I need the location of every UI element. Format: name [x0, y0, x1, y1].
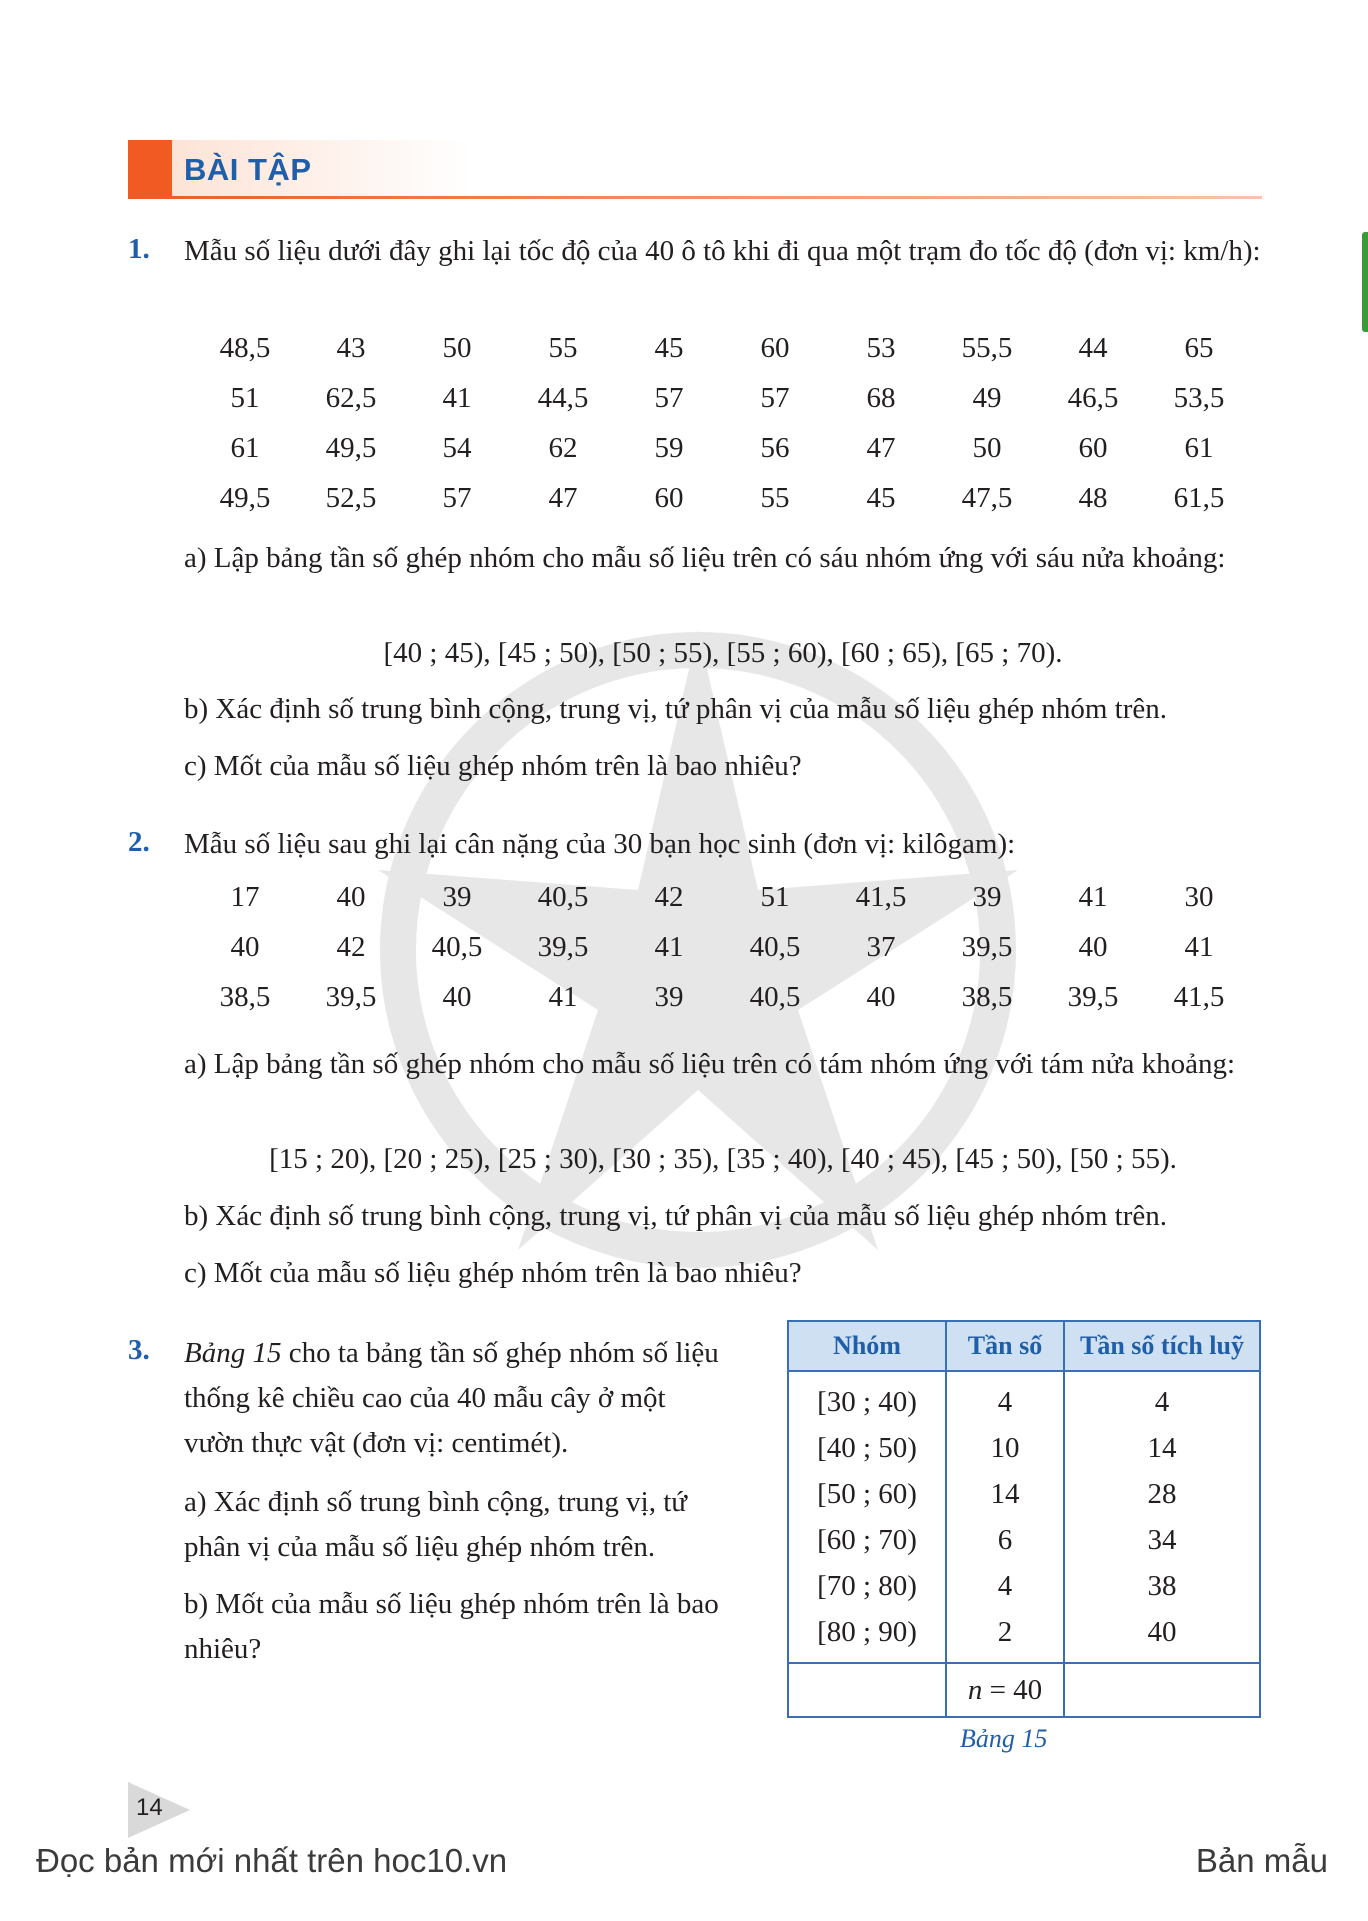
data-value: 61 [1184, 431, 1214, 464]
data-row [192, 323, 1252, 373]
table-cell-cumulative: 14 [1064, 1425, 1260, 1471]
data-value: 30 [1184, 880, 1214, 913]
footer-source-link[interactable]: Đọc bản mới nhất trên hoc10.vn [36, 1842, 508, 1879]
table-cell-cumulative: 34 [1064, 1517, 1260, 1563]
exercise-3-number: 3. [128, 1334, 150, 1366]
exercise-1-intervals: [40 ; 45), [45 ; 50), [50 ; 55), [55 ; 60), [60 ; 65), [65 ; 70). [383, 637, 1063, 669]
table-header-frequency: Tần số [946, 1321, 1064, 1371]
data-value: 56 [760, 431, 790, 464]
exercise-1-part-b: b) Xác định số trung bình cộng, trung vị, tứ phân vị của mẫu số liệu ghép nhóm trên. [184, 693, 1168, 725]
header-rule [128, 196, 1262, 199]
data-value: 44 [1078, 331, 1108, 364]
data-value: 55 [548, 331, 578, 364]
data-row [192, 473, 1252, 523]
data-row [192, 972, 1252, 1022]
table-row [788, 1425, 1260, 1471]
page-number-marker [128, 1782, 188, 1838]
table-cell-group: [70 ; 80) [788, 1563, 946, 1609]
data-value: 41,5 [855, 880, 907, 913]
table-cell-group: [30 ; 40) [788, 1371, 946, 1425]
section-header [128, 140, 1262, 200]
table-cell-group: [50 ; 60) [788, 1471, 946, 1517]
data-value: 52,5 [325, 481, 377, 514]
table-cell-group: [80 ; 90) [788, 1609, 946, 1663]
table-cell-cumulative: 4 [1064, 1371, 1260, 1425]
data-value: 37 [866, 930, 896, 963]
table-cell-frequency: 2 [946, 1609, 1064, 1663]
data-value: 41,5 [1173, 980, 1225, 1013]
exercise-2-data-grid [192, 872, 1252, 1022]
exercise-1-part-a: a) Lập bảng tần số ghép nhóm cho mẫu số liệu trên có sáu nhóm ứng với sáu nửa khoảng: [184, 542, 1226, 574]
table-cell-cumulative: 28 [1064, 1471, 1260, 1517]
data-value: 49,5 [219, 481, 271, 514]
data-value: 39,5 [537, 930, 589, 963]
exercise-1-part-c: c) Mốt của mẫu số liệu ghép nhóm trên là bao nhiêu? [184, 750, 802, 782]
data-row [192, 922, 1252, 972]
data-value: 43 [336, 331, 366, 364]
table-row [788, 1609, 1260, 1663]
data-value: 60 [654, 481, 684, 514]
data-value: 62 [548, 431, 578, 464]
data-value: 40 [230, 930, 260, 963]
data-value: 47 [866, 431, 896, 464]
data-value: 39,5 [961, 930, 1013, 963]
table-cell-frequency: 4 [946, 1563, 1064, 1609]
data-value: 45 [866, 481, 896, 514]
data-value: 39,5 [325, 980, 377, 1013]
data-value: 59 [654, 431, 684, 464]
data-value: 40 [442, 980, 472, 1013]
frequency-table [787, 1320, 1261, 1718]
data-value: 55 [760, 481, 790, 514]
data-value: 50 [972, 431, 1002, 464]
data-value: 62,5 [325, 381, 377, 414]
data-value: 44,5 [537, 381, 589, 414]
table-cell-group: [60 ; 70) [788, 1517, 946, 1563]
data-row [192, 373, 1252, 423]
exercise-2-number: 2. [128, 826, 150, 858]
data-value: 53,5 [1173, 381, 1225, 414]
table-cell-frequency: 6 [946, 1517, 1064, 1563]
data-value: 38,5 [219, 980, 271, 1013]
data-value: 51 [230, 381, 260, 414]
exercise-2-part-b: b) Xác định số trung bình cộng, trung vị, tứ phân vị của mẫu số liệu ghép nhóm trên. [184, 1200, 1168, 1232]
data-value: 55,5 [961, 331, 1013, 364]
data-value: 45 [654, 331, 684, 364]
exercise-2-intro: Mẫu số liệu sau ghi lại cân nặng của 30 bạn học sinh (đơn vị: kilôgam): [184, 828, 1016, 860]
side-edge-mark [1362, 232, 1368, 332]
data-value: 40,5 [537, 880, 589, 913]
exercise-3-part-a: a) Xác định số trung bình cộng, trung vị, tứ phân vị của mẫu số liệu ghép nhóm trên. [184, 1486, 687, 1563]
table-total-n: n = 40 [946, 1663, 1064, 1717]
data-value: 40,5 [749, 930, 801, 963]
table-cell-group: [40 ; 50) [788, 1425, 946, 1471]
data-row [192, 872, 1252, 922]
data-value: 39 [442, 880, 472, 913]
data-value: 53 [866, 331, 896, 364]
data-value: 17 [230, 880, 260, 913]
data-value: 38,5 [961, 980, 1013, 1013]
table-total-row [788, 1663, 1260, 1717]
table-row [788, 1563, 1260, 1609]
data-value: 39 [654, 980, 684, 1013]
data-value: 40 [1078, 930, 1108, 963]
table-cell-frequency: 14 [946, 1471, 1064, 1517]
section-title: BÀI TẬP [184, 152, 312, 187]
data-value: 40 [866, 980, 896, 1013]
table-header-cumulative: Tần số tích luỹ [1064, 1321, 1260, 1371]
data-value: 57 [760, 381, 790, 414]
data-value: 65 [1184, 331, 1214, 364]
data-value: 57 [654, 381, 684, 414]
data-value: 50 [442, 331, 472, 364]
table-cell-cumulative: 40 [1064, 1609, 1260, 1663]
exercise-3-part-b: b) Mốt của mẫu số liệu ghép nhóm trên là bao nhiêu? [184, 1588, 719, 1665]
footer-sample-label: Bản mẫu [1195, 1842, 1328, 1879]
data-value: 57 [442, 481, 472, 514]
data-value: 48,5 [219, 331, 271, 364]
data-value: 49,5 [325, 431, 377, 464]
data-value: 41 [548, 980, 578, 1013]
data-value: 61 [230, 431, 260, 464]
table-reference: Bảng 15 [184, 1337, 282, 1369]
data-value: 40,5 [749, 980, 801, 1013]
table-caption: Bảng 15 [960, 1724, 1048, 1753]
exercise-1-data-grid [192, 323, 1252, 523]
exercise-2-intervals: [15 ; 20), [20 ; 25), [25 ; 30), [30 ; 35), [35 ; 40), [40 ; 45), [45 ; 50), [50 ; 55). [269, 1143, 1177, 1175]
table-row [788, 1371, 1260, 1425]
page-number: 14 [136, 1794, 163, 1821]
data-value: 39,5 [1067, 980, 1119, 1013]
data-value: 68 [866, 381, 896, 414]
exercise-2-part-c: c) Mốt của mẫu số liệu ghép nhóm trên là bao nhiêu? [184, 1257, 802, 1289]
header-accent-tab [128, 140, 172, 198]
data-row [192, 423, 1252, 473]
table-row [788, 1471, 1260, 1517]
data-value: 60 [760, 331, 790, 364]
table-row [788, 1517, 1260, 1563]
data-value: 60 [1078, 431, 1108, 464]
data-value: 54 [442, 431, 472, 464]
data-value: 51 [760, 880, 790, 913]
data-value: 40,5 [431, 930, 483, 963]
data-value: 39 [972, 880, 1002, 913]
data-value: 49 [972, 381, 1002, 414]
data-value: 40 [336, 880, 366, 913]
exercise-1-number: 1. [128, 233, 150, 265]
data-value: 41 [1184, 930, 1214, 963]
table-cell-cumulative: 38 [1064, 1563, 1260, 1609]
data-value: 47 [548, 481, 578, 514]
data-value: 46,5 [1067, 381, 1119, 414]
data-value: 47,5 [961, 481, 1013, 514]
exercise-2-part-a: a) Lập bảng tần số ghép nhóm cho mẫu số liệu trên có tám nhóm ứng với tám nửa khoảng: [184, 1048, 1236, 1080]
table-cell-frequency: 4 [946, 1371, 1064, 1425]
data-value: 41 [442, 381, 472, 414]
data-value: 41 [1078, 880, 1108, 913]
exercise-3-intro: Bảng 15 cho ta bảng tần số ghép nhóm số liệu thống kê chiều cao của 40 mẫu cây ở một vườn thực vật (đơn vị: centimét). [184, 1337, 719, 1459]
table-header-group: Nhóm [788, 1321, 946, 1371]
data-value: 42 [654, 880, 684, 913]
data-value: 48 [1078, 481, 1108, 514]
data-value: 41 [654, 930, 684, 963]
data-value: 61,5 [1173, 481, 1225, 514]
data-value: 42 [336, 930, 366, 963]
table-cell-frequency: 10 [946, 1425, 1064, 1471]
exercise-1-intro: Mẫu số liệu dưới đây ghi lại tốc độ của 40 ô tô khi đi qua một trạm đo tốc độ (đơn vị: km/h): [184, 235, 1261, 267]
